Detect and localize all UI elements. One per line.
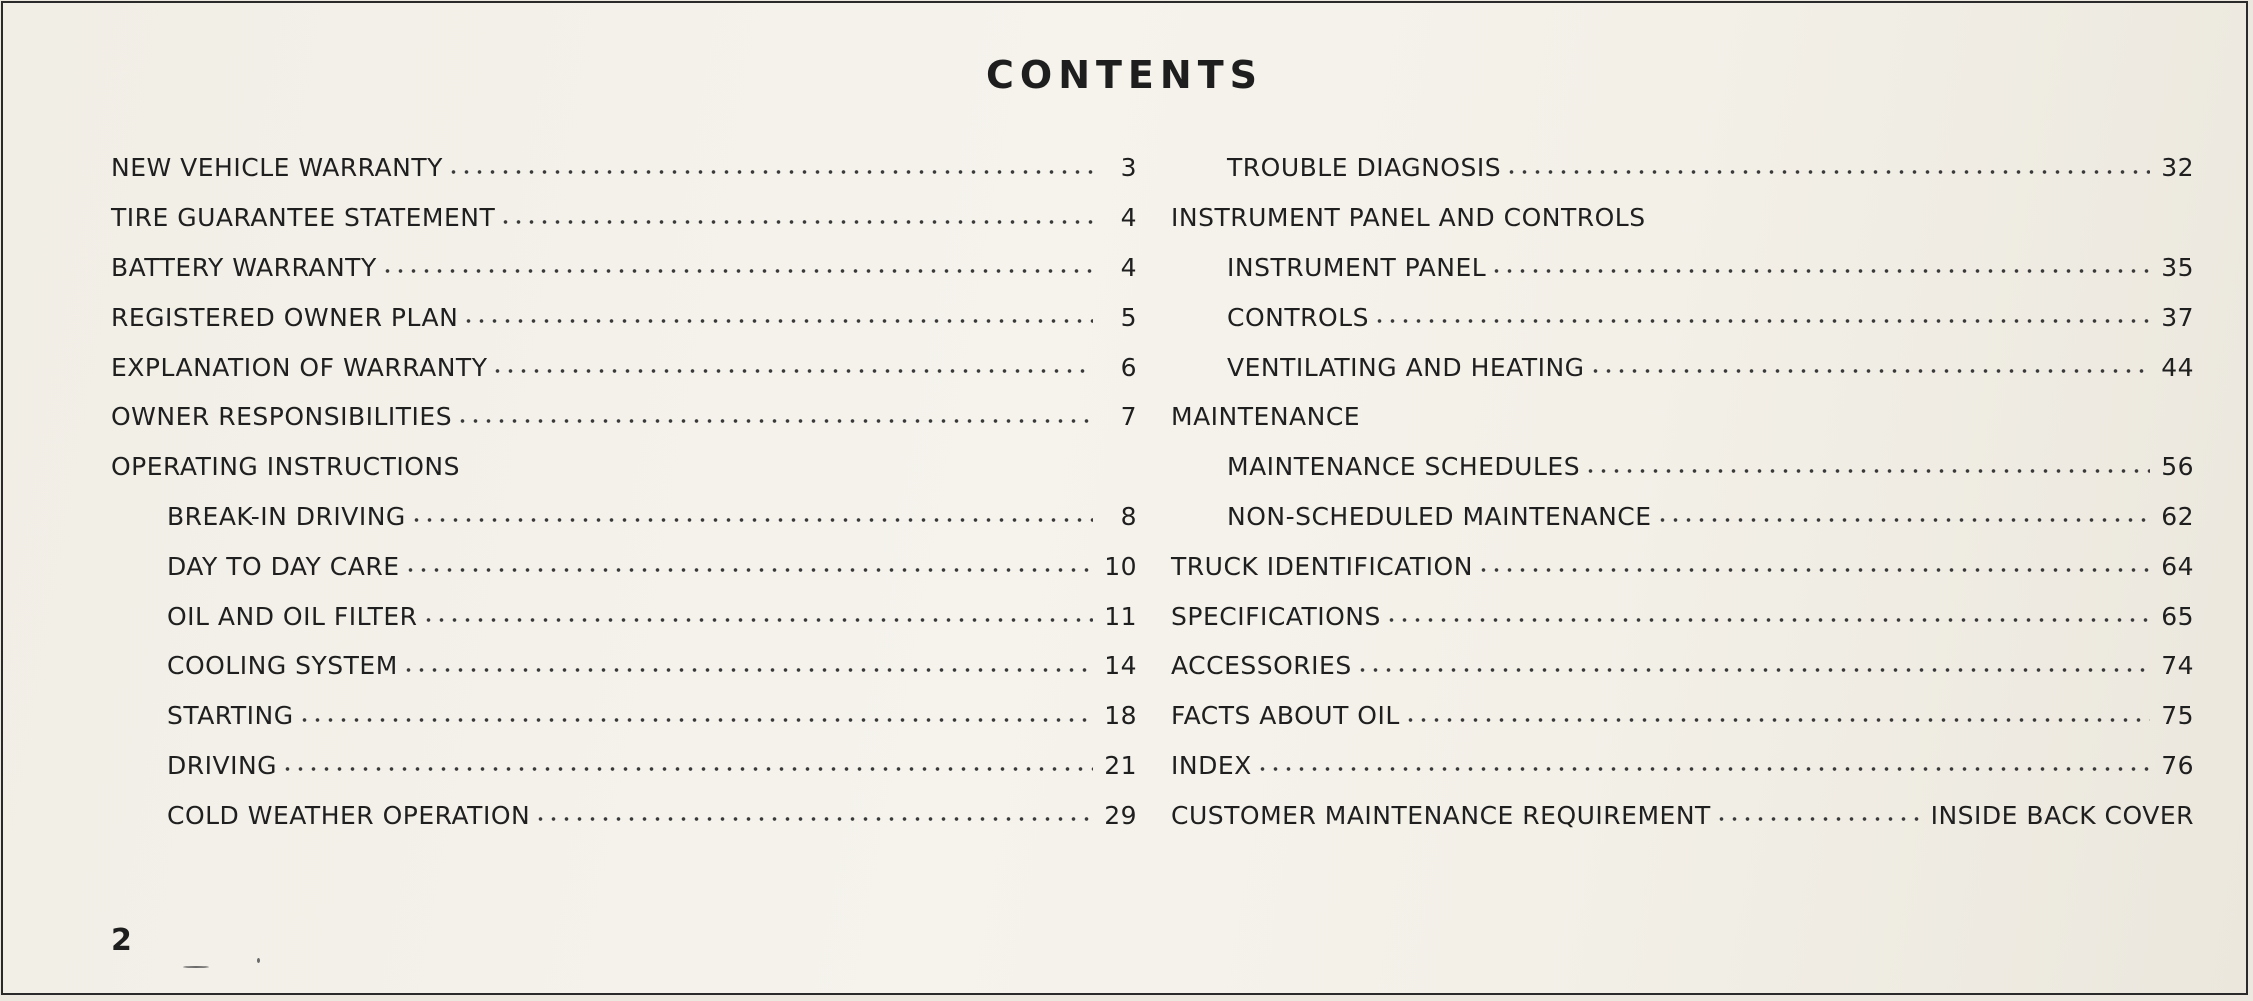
entry-title: COLD WEATHER OPERATION <box>167 800 531 830</box>
entry-page-number: 75 <box>2161 701 2194 731</box>
entry-title: EXPLANATION OF WARRANTY <box>111 352 488 382</box>
entry-page-number: 4 <box>1120 252 1137 282</box>
dot-leader <box>462 311 1093 331</box>
entry-title: INDEX <box>1171 750 1252 780</box>
contents-entry <box>1171 243 2194 293</box>
entry-page-number: 44 <box>2161 352 2194 382</box>
entry-page-number: 3 <box>1120 153 1137 183</box>
entry-page-number: 74 <box>2161 651 2194 681</box>
entry-page-number: 65 <box>2161 601 2194 631</box>
entry-title: VENTILATING AND HEATING <box>1227 352 1585 382</box>
paper-speck-mark <box>257 958 260 963</box>
contents-entry <box>1171 790 2194 840</box>
dot-leader <box>1477 560 2150 580</box>
entry-title: INSTRUMENT PANEL AND CONTROLS <box>1171 203 1646 233</box>
contents-entry <box>1171 143 2194 193</box>
contents-entry <box>1171 492 2194 542</box>
contents-entry <box>111 193 1137 243</box>
entry-page-number: 6 <box>1120 352 1137 382</box>
entry-page-number: 32 <box>2161 153 2194 183</box>
entry-page-number: 11 <box>1104 601 1137 631</box>
dot-leader <box>381 261 1093 281</box>
dot-leader <box>447 162 1093 182</box>
entry-page-number: 18 <box>1104 701 1137 731</box>
document-page <box>1 1 2248 995</box>
contents-entry <box>111 292 1137 342</box>
entry-title: TROUBLE DIAGNOSIS <box>1227 153 1502 183</box>
contents-entry <box>1171 741 2194 791</box>
contents-entry <box>111 442 1137 492</box>
dot-leader <box>422 610 1093 630</box>
contents-entry <box>1171 591 2194 641</box>
entry-title: COOLING SYSTEM <box>167 651 398 681</box>
entry-title: DRIVING <box>167 750 278 780</box>
dot-leader <box>534 809 1093 829</box>
entry-page-number: 29 <box>1104 800 1137 830</box>
contents-entry <box>1171 442 2194 492</box>
dot-leader <box>456 411 1093 431</box>
dot-leader <box>1584 461 2150 481</box>
entry-title: BATTERY WARRANTY <box>111 252 377 282</box>
contents-entry <box>111 591 1137 641</box>
entry-page-number: 76 <box>2161 750 2194 780</box>
entry-title: NON-SCHEDULED MAINTENANCE <box>1227 501 1652 531</box>
entry-title: REGISTERED OWNER PLAN <box>111 302 459 332</box>
page-title: CONTENTS <box>986 53 1263 97</box>
contents-entry <box>1171 541 2194 591</box>
contents-entry <box>1171 691 2194 741</box>
contents-entry <box>111 541 1137 591</box>
entry-page-number: 5 <box>1120 302 1137 332</box>
dot-leader <box>1589 361 2150 381</box>
contents-entry <box>111 741 1137 791</box>
contents-entry <box>111 143 1137 193</box>
entry-page-number: 8 <box>1120 501 1137 531</box>
entry-page-number: 21 <box>1104 750 1137 780</box>
entry-page-number: 7 <box>1120 402 1137 432</box>
entry-page-number: 10 <box>1104 551 1137 581</box>
entry-title: ACCESSORIES <box>1171 651 1352 681</box>
contents-entry <box>1171 342 2194 392</box>
contents-entry <box>111 243 1137 293</box>
entry-title: STARTING <box>167 701 294 731</box>
dot-leader <box>1715 809 1925 829</box>
page-folio-number: 2 <box>111 923 132 958</box>
contents-entry <box>111 342 1137 392</box>
entry-page-number: 62 <box>2161 501 2194 531</box>
entry-page-number: 37 <box>2161 302 2194 332</box>
dot-leader <box>1404 710 2150 730</box>
entry-title: TIRE GUARANTEE STATEMENT <box>111 203 496 233</box>
entry-title: MAINTENANCE <box>1171 402 1361 432</box>
contents-entry <box>1171 193 2194 243</box>
dot-leader <box>281 759 1093 779</box>
entry-title: OIL AND OIL FILTER <box>167 601 418 631</box>
paper-speck-mark <box>183 966 209 968</box>
contents-entry <box>111 641 1137 691</box>
entry-title: BREAK-IN DRIVING <box>167 501 406 531</box>
entry-title: NEW VEHICLE WARRANTY <box>111 153 443 183</box>
contents-right-column <box>1171 143 2194 840</box>
entry-page-number: 14 <box>1104 651 1137 681</box>
entry-title: SPECIFICATIONS <box>1171 601 1381 631</box>
entry-title: FACTS ABOUT OIL <box>1171 701 1400 731</box>
dot-leader <box>1385 610 2150 630</box>
dot-leader <box>402 660 1093 680</box>
dot-leader <box>1256 759 2150 779</box>
entry-title: OPERATING INSTRUCTIONS <box>111 452 460 482</box>
contents-entry <box>1171 292 2194 342</box>
entry-page-number: INSIDE BACK COVER <box>1930 800 2194 830</box>
dot-leader <box>404 560 1094 580</box>
contents-entry <box>111 392 1137 442</box>
dot-leader <box>1490 261 2150 281</box>
entry-title: INSTRUMENT PANEL <box>1227 252 1487 282</box>
contents-entry <box>1171 392 2194 442</box>
entry-title: DAY TO DAY CARE <box>167 551 400 581</box>
dot-leader <box>1356 660 2150 680</box>
contents-left-column <box>111 143 1137 840</box>
contents-entry <box>111 492 1137 542</box>
entry-title: MAINTENANCE SCHEDULES <box>1227 452 1581 482</box>
entry-title: CONTROLS <box>1227 302 1369 332</box>
dot-leader <box>499 212 1093 232</box>
dot-leader <box>1505 162 2150 182</box>
dot-leader <box>1373 311 2150 331</box>
entry-page-number: 4 <box>1120 203 1137 233</box>
dot-leader <box>1656 510 2150 530</box>
entry-page-number: 64 <box>2161 551 2194 581</box>
entry-page-number: 56 <box>2161 452 2194 482</box>
entry-title: OWNER RESPONSIBILITIES <box>111 402 453 432</box>
entry-page-number: 35 <box>2161 252 2194 282</box>
entry-title: TRUCK IDENTIFICATION <box>1171 551 1473 581</box>
contents-entry <box>1171 641 2194 691</box>
dot-leader <box>491 361 1093 381</box>
contents-entry <box>111 691 1137 741</box>
contents-entry <box>111 790 1137 840</box>
dot-leader <box>298 710 1093 730</box>
dot-leader <box>410 510 1093 530</box>
entry-title: CUSTOMER MAINTENANCE REQUIREMENT <box>1171 800 1711 830</box>
